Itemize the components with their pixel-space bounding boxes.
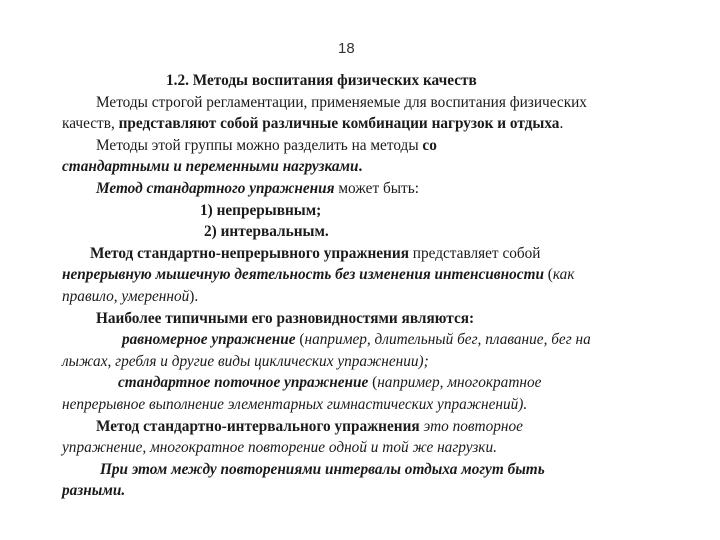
text-run: например, многократное [377,374,542,392]
text-run: например, длительный бег, плавание, бег на [304,331,591,349]
text-line [62,113,682,135]
text-run: равномерное упражнение [122,331,296,349]
text-run: 1) непрерывным; [200,201,322,219]
text-run: ( [295,331,305,349]
text-run: Наиболее типичными его разновидностями являются: [96,309,475,327]
text-line [62,286,682,308]
text-line [62,135,682,157]
text-line [62,351,682,373]
text-run: ( [543,266,553,284]
text-run: Методы этой группы можно разделить на методы [96,136,423,154]
text-run: стандартными и переменными нагрузками [62,158,359,176]
text-run: Метод стандартно-интервального упражнения [96,417,420,435]
text-run: качеств, [62,115,119,133]
text-line [62,221,682,243]
text-run: разными. [62,482,126,500]
text-line [62,308,682,330]
text-run: представляет собой [408,244,541,262]
text-line [62,437,682,459]
text-run: ( [368,374,378,392]
text-line [62,459,682,481]
text-line [62,329,682,351]
text-line [62,480,682,502]
text-run: . [358,158,363,176]
text-run: 2) интервальным. [204,223,329,241]
text-line [62,200,682,222]
text-body [62,70,682,502]
text-run: может быть: [334,179,419,197]
text-run: . [559,115,564,133]
text-run: Метод стандартного упражнения [96,179,335,197]
text-run: Методы строгой регламентации, применяемые для воспитания физических [96,93,587,111]
text-run: упражнение, многократное повторение одной и той же нагрузки. [62,439,497,457]
text-line [62,92,682,114]
text-run: представляют собой различные комбинации нагрузок и отдыха [118,115,560,133]
text-run: Метод стандартно-непрерывного упражнения [90,244,409,262]
page-number: 18 [338,40,355,57]
text-line [62,372,682,394]
text-line [62,156,682,178]
text-run: ). [189,287,199,305]
text-run: стандартное поточное упражнение [118,374,369,392]
text-run: непрерывное выполнение элементарных гимнастических упражнений). [62,395,528,413]
text-line [62,394,682,416]
text-run: это повторное [419,417,523,435]
text-run: лыжах, гребля и другие виды циклических упражнении); [62,352,429,370]
text-line [62,178,682,200]
section-heading: 1.2. Методы воспитания физических качеств [166,72,477,89]
text-line [62,243,682,265]
text-run: правило, умеренной [62,287,190,305]
text-run: со [422,136,437,154]
text-run: При этом между повторениями интервалы отдыха могут быть [100,460,545,478]
text-run: как [552,266,575,284]
text-line [62,416,682,438]
text-line [62,264,682,286]
text-run: непрерывную мышечную деятельность без изменения интенсивности [62,266,544,284]
